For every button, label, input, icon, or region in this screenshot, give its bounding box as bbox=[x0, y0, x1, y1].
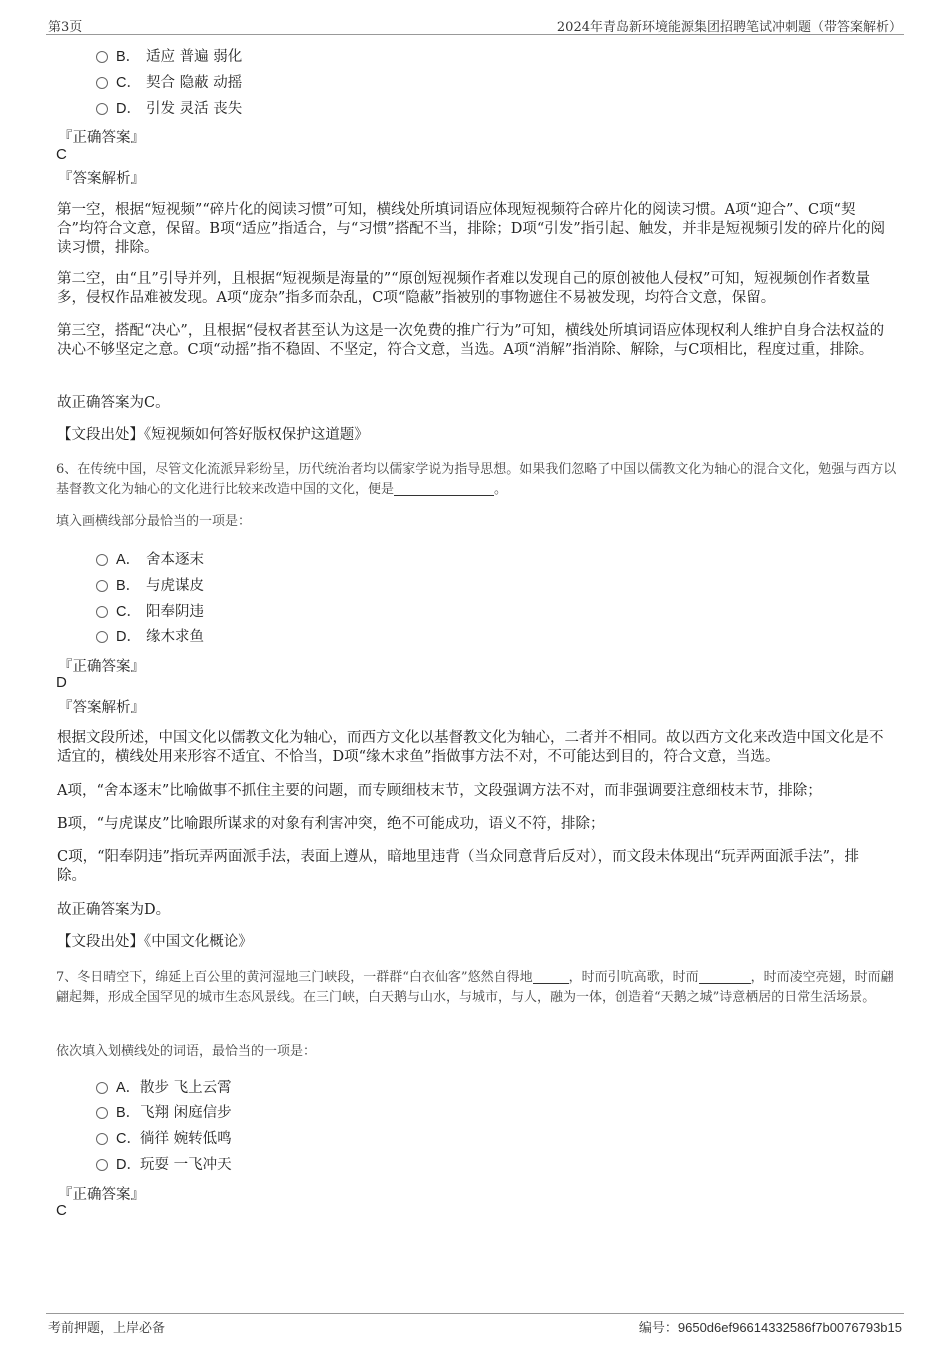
radio-icon[interactable] bbox=[96, 1107, 108, 1119]
q6-analysis-label: 『答案解析』 bbox=[58, 700, 145, 716]
option-text: 散步 飞上云霄 bbox=[140, 1080, 232, 1096]
radio-icon[interactable] bbox=[96, 77, 108, 89]
q6-analysis-paragraph-1: 根据文段所述，中国文化以儒教文化为轴心，而西方文化以基督教文化为轴心，二者并不相同。故以西方文化来改造中国文化是不适宜的，横线处用来形容不适宜、不恰当，D项“缘木求鱼”指做事方法不对，不可能达到目的，符合文意，当选。 bbox=[57, 730, 884, 765]
q6-prompt: 填入画横线部分最恰当的一项是： bbox=[56, 514, 252, 529]
q7-option-c[interactable] bbox=[96, 1129, 232, 1149]
radio-icon[interactable] bbox=[96, 103, 108, 115]
option-letter: B． bbox=[116, 1105, 141, 1121]
radio-icon[interactable] bbox=[96, 631, 108, 643]
radio-icon[interactable] bbox=[96, 580, 108, 592]
q7-stem-part-3: ，时而凌空亮翅，时而翩翩起舞，形成全国罕见的城市生态风景线。在三门峡，白天鹅与山水，与城市，与人，融为一体，创造着“天鹅之城”诗意栖居的日常生活场景。 bbox=[56, 970, 894, 1005]
option-letter: D． bbox=[116, 1157, 141, 1173]
q5-option-d[interactable] bbox=[96, 99, 242, 119]
option-letter: D． bbox=[116, 629, 141, 645]
option-letter: B． bbox=[116, 49, 141, 65]
option-letter: A． bbox=[116, 1080, 141, 1096]
q7-answer-label: 『正确答案』 bbox=[58, 1187, 145, 1203]
q5-option-c[interactable] bbox=[96, 73, 242, 93]
q7-stem bbox=[56, 968, 898, 1008]
q7-blank-2 bbox=[699, 969, 751, 984]
q7-option-d[interactable] bbox=[96, 1155, 232, 1175]
radio-icon[interactable] bbox=[96, 1159, 108, 1171]
q6-option-b[interactable] bbox=[96, 576, 204, 596]
q7-option-b[interactable] bbox=[96, 1103, 232, 1123]
option-text: 适应 普遍 弱化 bbox=[146, 49, 243, 65]
document-title: 2024年青岛新环境能源集团招聘笔试冲刺题（带答案解析） bbox=[556, 20, 902, 35]
q6-source: 【文段出处】《中国文化概论》 bbox=[57, 934, 253, 950]
option-letter: B． bbox=[116, 578, 141, 594]
q5-option-b[interactable] bbox=[96, 47, 242, 67]
q5-analysis-paragraph-2: 第二空，由“且”引导并列，且根据“短视频是海量的”“原创短视频作者难以发现自己的原创被他人侵权”可知，短视频创作者数量多，侵权作品难被发现。A项“庞杂”指多而杂乱，C项“隐蔽”指被别的事物遮住不易被发现，均符合文意，保留。 bbox=[57, 271, 870, 306]
radio-icon[interactable] bbox=[96, 554, 108, 566]
option-text: 阳奉阴违 bbox=[146, 604, 204, 620]
radio-icon[interactable] bbox=[96, 606, 108, 618]
q7-stem-part-2: ，时而引吭高歌，时而 bbox=[568, 970, 699, 985]
q7-option-a[interactable] bbox=[96, 1078, 232, 1098]
q6-analysis-paragraph-4: C项，“阳奉阴违”指玩弄两面派手法，表面上遵从，暗地里违背（当众同意背后反对），而文段未体现出“玩弄两面派手法”，排除。 bbox=[57, 849, 859, 884]
option-text: 玩耍 一飞冲天 bbox=[140, 1157, 232, 1173]
radio-icon[interactable] bbox=[96, 51, 108, 63]
option-text: 与虎谋皮 bbox=[146, 578, 204, 594]
q6-option-a[interactable] bbox=[96, 550, 204, 570]
option-text: 飞翔 闲庭信步 bbox=[140, 1105, 232, 1121]
q7-prompt: 依次填入划横线处的词语，最恰当的一项是： bbox=[56, 1044, 317, 1059]
q5-answer-label: 『正确答案』 bbox=[58, 130, 145, 146]
q7-answer: C bbox=[56, 1202, 67, 1219]
q5-analysis-paragraph-1: 第一空，根据“短视频”“碎片化的阅读习惯”可知，横线处所填词语应体现短视频符合碎片化的阅读习惯。A项“迎合”、C项“契合”均符合文意，保留。B项“适应”指适合，与“习惯”搭配不当，排除；D项“引发”指引起、触发，并非是短视频引发的碎片化的阅读习惯，排除。 bbox=[57, 202, 886, 256]
option-letter: A． bbox=[116, 552, 141, 568]
q5-conclusion: 故正确答案为C。 bbox=[57, 395, 170, 411]
option-text: 引发 灵活 丧失 bbox=[146, 101, 243, 117]
option-text: 契合 隐蔽 动摇 bbox=[146, 75, 243, 91]
q6-stem bbox=[56, 460, 898, 500]
q6-blank bbox=[394, 481, 494, 496]
option-letter: C． bbox=[116, 1131, 141, 1147]
q6-option-d[interactable] bbox=[96, 627, 204, 647]
option-letter: D． bbox=[116, 101, 141, 117]
radio-icon[interactable] bbox=[96, 1133, 108, 1145]
page-number: 第3页 bbox=[48, 20, 83, 35]
option-text: 缘木求鱼 bbox=[146, 629, 204, 645]
q6-stem-text: 6、在传统中国，尽管文化流派异彩纷呈，历代统治者均以儒家学说为指导思想。如果我们忽略了中国以儒教文化为轴心的混合文化，勉强与西方以基督教文化为轴心的文化进行比较来改造中国的文化，便是 bbox=[56, 462, 897, 497]
option-text: 徜徉 婉转低鸣 bbox=[140, 1131, 232, 1147]
q6-option-c[interactable] bbox=[96, 602, 204, 622]
q5-analysis-paragraph-3: 第三空，搭配“决心”，且根据“侵权者甚至认为这是一次免费的推广行为”可知，横线处所填词语应体现权利人维护自身合法权益的决心不够坚定之意。C项“动摇”指不稳固、不坚定，符合文意，当选。A项“消解”指消除、解除，与C项相比，程度过重，排除。 bbox=[57, 323, 885, 358]
page-header bbox=[46, 14, 904, 35]
option-text: 舍本逐末 bbox=[146, 552, 204, 568]
q6-conclusion: 故正确答案为D。 bbox=[57, 902, 171, 918]
q5-source: 【文段出处】《短视频如何答好版权保护这道题》 bbox=[57, 427, 369, 443]
radio-icon[interactable] bbox=[96, 1082, 108, 1094]
q7-stem-part-1: 7、冬日晴空下，绵延上百公里的黄河湿地三门峡段，一群群“白衣仙客”悠然自得地 bbox=[56, 970, 533, 985]
q6-analysis-paragraph-3: B项，“与虎谋皮”比喻跟所谋求的对象有利害冲突，绝不可能成功，语义不符，排除； bbox=[57, 816, 605, 832]
footer-slogan: 考前押题，上岸必备 bbox=[48, 1321, 166, 1336]
option-letter: C． bbox=[116, 604, 141, 620]
q6-answer: D bbox=[56, 674, 67, 691]
q6-stem-end: 。 bbox=[494, 482, 508, 497]
q5-answer: C bbox=[56, 146, 67, 163]
option-letter: C． bbox=[116, 75, 141, 91]
document-id: 编号：9650d6ef96614332586f7b0076793b15 bbox=[638, 1320, 902, 1335]
q7-blank-1 bbox=[533, 969, 569, 984]
q6-analysis-paragraph-2: A项，“舍本逐末”比喻做事不抓住主要的问题，而专顾细枝末节，文段强调方法不对，而非强调要注意细枝末节，排除； bbox=[57, 783, 822, 799]
page-footer bbox=[46, 1313, 904, 1336]
q6-answer-label: 『正确答案』 bbox=[58, 659, 145, 675]
q5-analysis-label: 『答案解析』 bbox=[58, 171, 145, 187]
